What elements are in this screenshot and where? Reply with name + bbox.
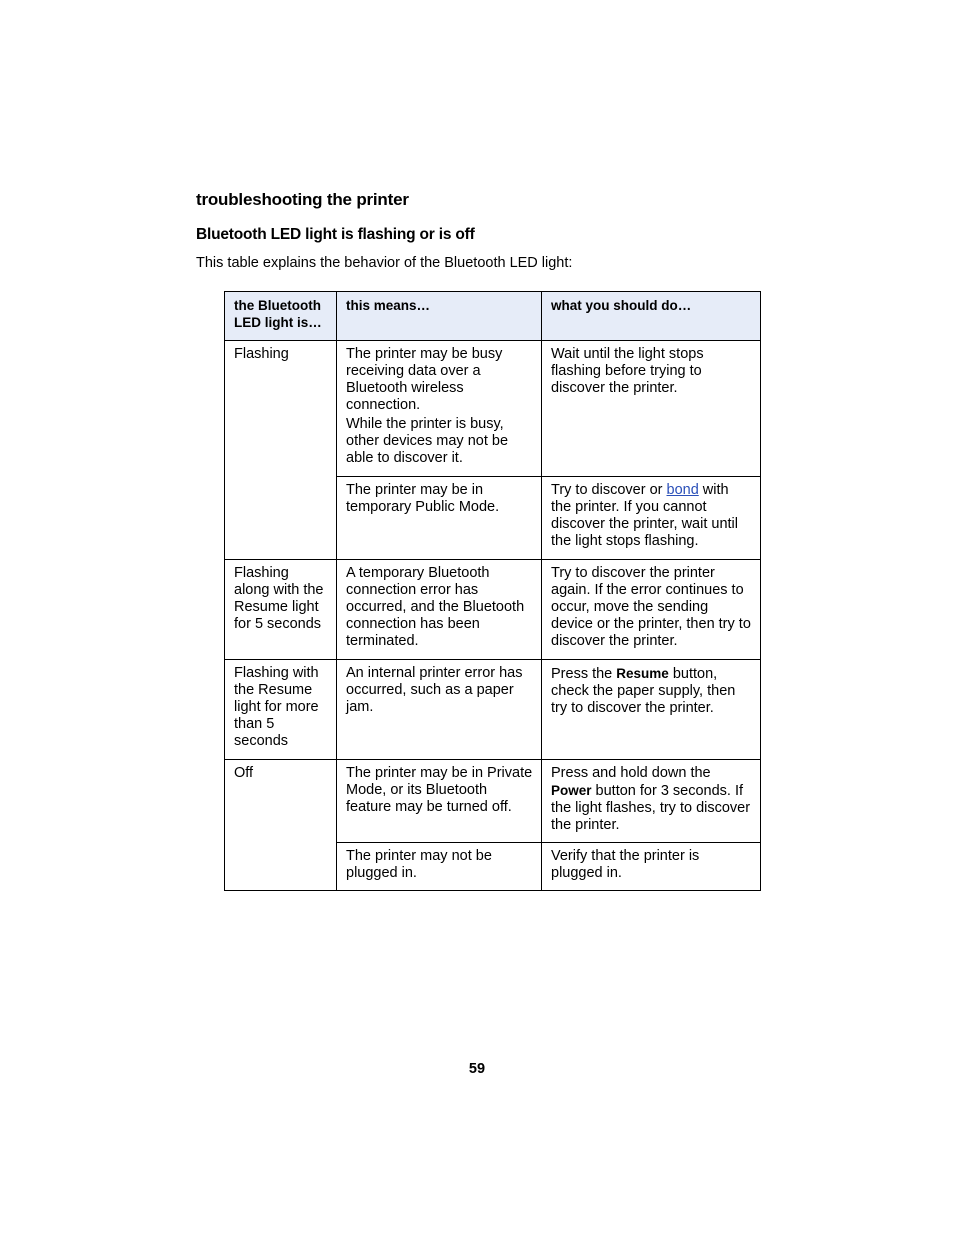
action-text: Press the <box>551 666 617 682</box>
led-behavior-table <box>224 291 761 891</box>
action-cell <box>542 477 761 560</box>
section-heading: Bluetooth LED light is flashing or is off <box>196 226 475 243</box>
table-row <box>225 560 761 660</box>
bond-link[interactable]: bond <box>666 482 699 498</box>
meaning-cell: The printer may not be plugged in. <box>337 843 542 891</box>
power-button-label: Power <box>551 783 592 798</box>
meaning-cell: The printer may be in Private Mode, or its Bluetooth feature may be turned off. <box>337 760 542 843</box>
action-text: with the printer. If you cannot discover the printer, wait until the light stops flashing. <box>551 482 738 549</box>
column-header-meaning: this means… <box>337 292 542 341</box>
resume-button-label: Resume <box>616 666 669 681</box>
action-text: Try to discover or <box>551 482 667 498</box>
action-text: button, check the paper supply, then try to discover the printer. <box>551 666 736 716</box>
table-row <box>225 341 761 477</box>
action-cell: Wait until the light stops flashing before trying to discover the printer. <box>542 341 761 477</box>
led-state-cell: Off <box>225 760 337 891</box>
meaning-cell: A temporary Bluetooth connection error has occurred, and the Bluetooth connection has been terminated. <box>337 560 542 660</box>
meaning-cell <box>337 341 542 477</box>
meaning-text: The printer may be busy receiving data over a Bluetooth wireless connection. <box>346 346 503 413</box>
action-cell <box>542 660 761 760</box>
action-text: Press and hold down the <box>551 765 711 781</box>
led-state-cell: Flashing along with the Resume light for 5 seconds <box>225 560 337 660</box>
action-text: button for 3 seconds. If the light flashes, try to discover the printer. <box>551 783 751 833</box>
intro-text: This table explains the behavior of the Bluetooth LED light: <box>196 255 573 271</box>
table-header-row <box>225 292 761 341</box>
table-row <box>225 660 761 760</box>
led-state-cell: Flashing with the Resume light for more than 5 seconds <box>225 660 337 760</box>
page-number: 59 <box>468 1061 486 1077</box>
page-title: troubleshooting the printer <box>196 190 409 209</box>
action-cell <box>542 760 761 843</box>
meaning-cell: An internal printer error has occurred, such as a paper jam. <box>337 660 542 760</box>
action-cell: Verify that the printer is plugged in. <box>542 843 761 891</box>
meaning-cell: The printer may be in temporary Public Mode. <box>337 477 542 560</box>
table-row <box>225 760 761 843</box>
column-header-action: what you should do… <box>542 292 761 341</box>
led-state-cell: Flashing <box>225 341 337 560</box>
action-cell: Try to discover the printer again. If the error continues to occur, move the sending device or the printer, then try to discover the printer. <box>542 560 761 660</box>
meaning-text-secondary: While the printer is busy, other devices may not be able to discover it. <box>346 416 509 466</box>
column-header-led-state: the Bluetooth LED light is… <box>225 292 337 341</box>
